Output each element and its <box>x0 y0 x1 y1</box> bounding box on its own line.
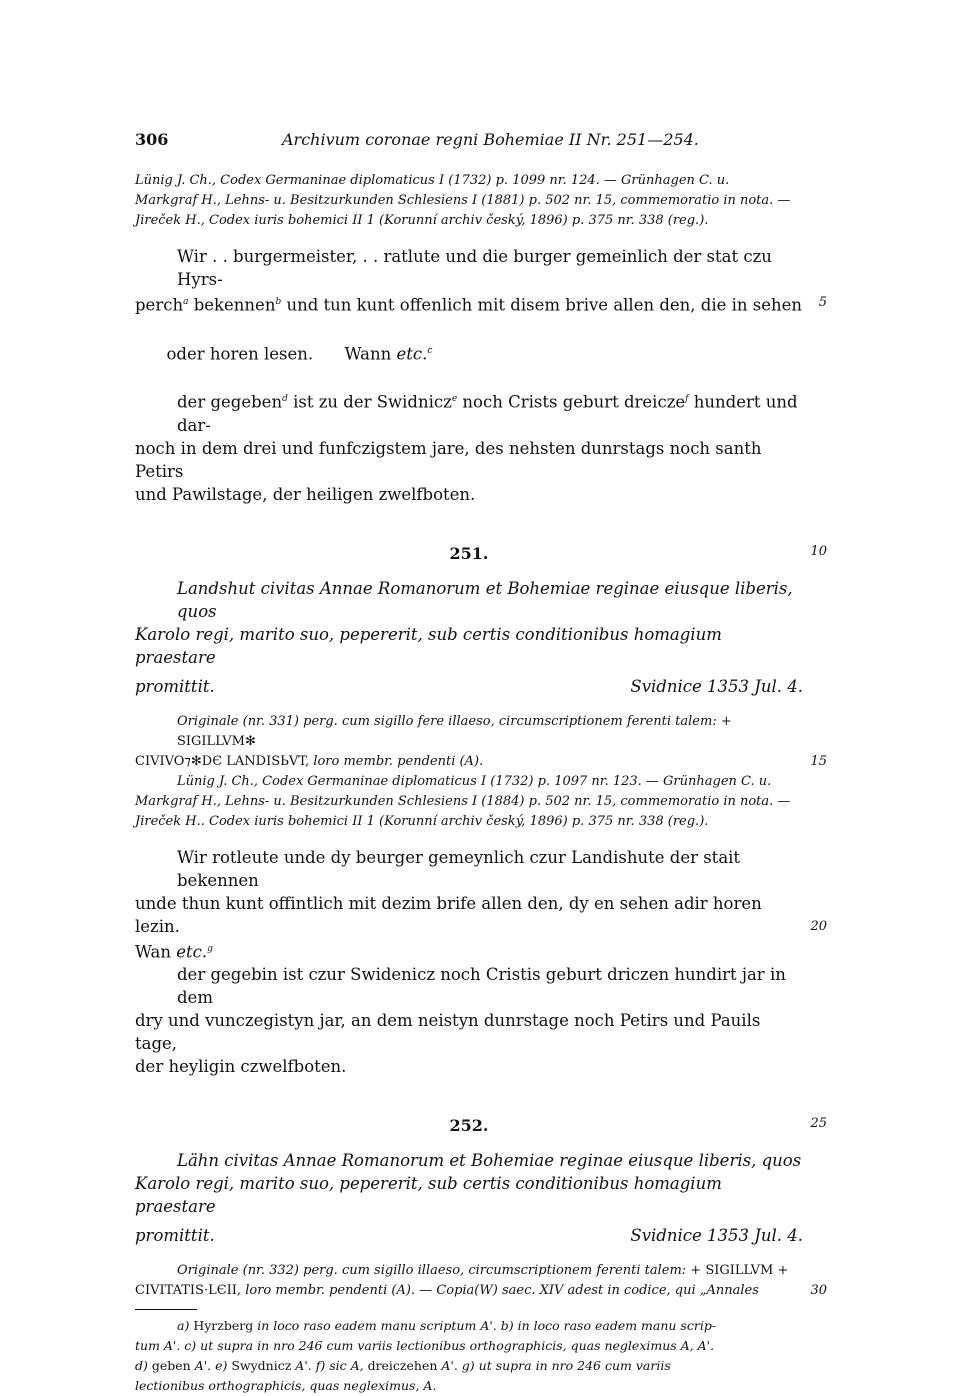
text-line: und Pawilstage, der heiligen zwelfboten. <box>135 484 476 504</box>
footnote-segment: A'. g) ut supra in nro 246 cum variis <box>437 1358 671 1373</box>
footnote-rule <box>135 1309 197 1310</box>
prev-text <box>135 245 827 506</box>
line-number: 5 <box>818 295 827 310</box>
line-number: 25 <box>810 1116 827 1131</box>
ref-line: Jireček H., Codex iuris bohemici II 1 (Korunní archiv český, 1896) p. 375 nr. 338 (reg.). <box>135 213 709 228</box>
text-line: der gegeben$^d$ ist zu der Swidnicz$^e$ noch Crists geburt dreicze$^f$ hundert und dar- <box>177 392 798 435</box>
footnote-segment: dreiczehen <box>367 1358 438 1373</box>
footnote-segment: d) <box>135 1358 152 1373</box>
originale-note: Originale (nr. 332) perg. cum sigillo illaeso, circumscriptionem ferenti talem: + SIGILLVM + CIVITATIS·LЄII, loro membr. pendenti (A). — Copia(W) saec. XIV adest in codice, qui „Annales 30 <box>135 1261 803 1301</box>
footnote-line: tum A'. c) ut supra in nro 246 cum variis lectionibus orthographicis, quas negleximus A, A'. <box>135 1338 715 1353</box>
footnote-segment: a) <box>177 1318 194 1333</box>
footnote-segment: Hyrzberg <box>193 1318 254 1333</box>
footnote-line <box>135 1356 803 1376</box>
document-number: 252. 25 <box>449 1116 827 1135</box>
ref-line: Lünig J. Ch., Codex Germaninae diplomaticus I (1732) p. 1099 nr. 124. — Grünhagen C. u. <box>135 173 730 188</box>
line-number: 20 <box>810 918 827 934</box>
footnote-segment: A'. e) <box>190 1358 232 1373</box>
prev-references <box>135 171 803 231</box>
dating: Svidnice 1353 Jul. 4. <box>630 676 803 696</box>
ref-line: Markgraf H., Lehns- u. Besitzurkunden Schlesiens I (1881) p. 502 nr. 15, commemoratio in nota. — <box>135 193 791 208</box>
doc251-references: Lünig J. Ch., Codex Germaninae diplomaticus I (1732) p. 1097 nr. 123. — Grünhagen C. u. Markgraf H., Lehns- u. Besitzurkunden Schlesiens I (1884) p. 502 nr. 15, commemoratio in nota. — Jireček H.. Codex iuris bohemici II 1 (Korunní archiv český, 1896) p. 375 nr. 338 (reg.). <box>135 773 791 829</box>
text-line: Wir . . burgermeister, . . ratlute und die burger gemeinlich der stat czu Hyrs- <box>177 247 772 289</box>
footnote-segment: geben <box>151 1358 191 1373</box>
dating: Svidnice 1353 Jul. 4. <box>630 1226 803 1245</box>
footnote-line: lectionibus orthographicis, quas negleximus, A. <box>135 1378 437 1393</box>
footnotes <box>135 1316 803 1396</box>
regest: Landshut civitas Annae Romanorum et Bohemiae reginae eiusque liberis, quos Karolo regi, marito suo, pepererit, sub certis conditionibus homagium praestare promittit. Svidnice 1353 Jul. 4. <box>135 578 803 696</box>
text-line: oder horen lesen. Wann etc.$^c$ <box>166 344 433 363</box>
line-number: 15 <box>810 753 827 769</box>
regest: Lähn civitas Annae Romanorum et Bohemiae reginae eiusque liberis, quos Karolo regi, marito suo, pepererit, sub certis conditionibus homagium praestare promittit. Svidnice 1353 Jul. 4. <box>135 1151 803 1245</box>
text-line: noch in dem drei und funfczigstem jare, des nehsten dunrstags noch santh Petirs <box>135 438 762 481</box>
doc251-text: Wir rotleute unde dy beurger gemeynlich czur Landishute der stait bekennen unde thun kunt offintlich mit dezim brife allen den, dy en sehen adir horen lezin. 20 Wan etc.$^g$ der gegebin ist czur Swidenicz noch Cristis geburt driczen hundirt jar in dem dry und vunczegistyn jar, an dem neistyn dunrstage noch Petirs und Pauils tage, der heyligin czwelfboten. <box>135 847 827 1076</box>
originale-note: Originale (nr. 331) perg. cum sigillo fere illaeso, circumscriptionem ferenti talem: + SIGILLVM✻ CIVIVO⁊✻DЄ LANDISЬVT, loro membr. pendenti (A). 15 <box>135 712 803 772</box>
footnote-line <box>135 1316 803 1336</box>
document-number: 251. 10 <box>449 543 827 563</box>
line-number: 10 <box>810 543 827 559</box>
footnote-segment: in loco raso eadem manu scriptum A'. b) in loco raso eadem manu scrip- <box>253 1318 717 1333</box>
footnote-segment: A'. f) sic A, <box>291 1358 368 1373</box>
footnote-segment: Swydnicz <box>231 1358 292 1373</box>
page-number: 306 <box>135 130 169 149</box>
text-line: perch$^a$ bekennen$^b$ und tun kunt offenlich mit disem brive allen den, die in sehen 5 <box>135 291 803 317</box>
line-number: 30 <box>810 1283 827 1298</box>
page-header <box>135 130 803 149</box>
running-title: Archivum coronae regni Bohemiae II Nr. 251—254. <box>282 130 699 149</box>
page <box>135 130 827 1396</box>
